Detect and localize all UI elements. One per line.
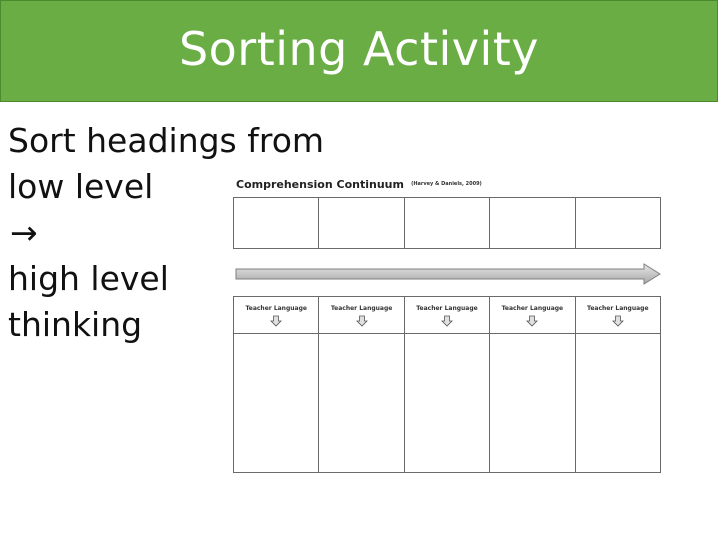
down-arrow-icon <box>612 315 624 327</box>
label-cell <box>490 297 575 334</box>
teacher-language-label: Teacher Language <box>330 305 393 312</box>
figure-title-text: Comprehension Continuum <box>236 178 404 191</box>
response-cell <box>319 334 404 473</box>
label-cell <box>575 297 660 334</box>
right-arrow-icon: → <box>10 213 38 252</box>
top-grid-cell <box>404 198 489 249</box>
down-arrow-icon <box>270 315 282 327</box>
response-cell <box>404 334 489 473</box>
figure-title <box>236 173 482 192</box>
label-cell <box>319 297 404 334</box>
teacher-language-label: Teacher Language <box>501 305 564 312</box>
response-cell <box>490 334 575 473</box>
figure-citation: (Harvey & Daniels, 2009) <box>411 180 482 187</box>
top-grid-cell <box>234 198 319 249</box>
top-grid-cell <box>319 198 404 249</box>
down-arrow-icon <box>441 315 453 327</box>
top-grid-cell <box>490 198 575 249</box>
teacher-language-label: Teacher Language <box>587 305 649 312</box>
label-cell <box>404 297 489 334</box>
bottom-grid <box>233 296 661 473</box>
top-grid <box>233 197 661 249</box>
label-cell <box>234 297 319 334</box>
instructions-line-2: low level <box>8 167 154 206</box>
slide-title: Sorting Activity <box>178 22 540 76</box>
teacher-language-label: Teacher Language <box>416 305 478 312</box>
continuum-arrow <box>234 263 662 285</box>
instructions-line-1: Sort headings from <box>8 121 325 160</box>
title-bar <box>0 0 718 102</box>
down-arrow-icon <box>356 315 368 327</box>
top-grid-cell <box>575 198 660 249</box>
instructions-line-3: high level <box>8 259 169 298</box>
down-arrow-icon <box>526 315 538 327</box>
response-cell <box>575 334 660 473</box>
response-cell <box>234 334 319 473</box>
instructions-line-4: thinking <box>8 305 143 344</box>
teacher-language-label: Teacher Language <box>245 305 307 312</box>
